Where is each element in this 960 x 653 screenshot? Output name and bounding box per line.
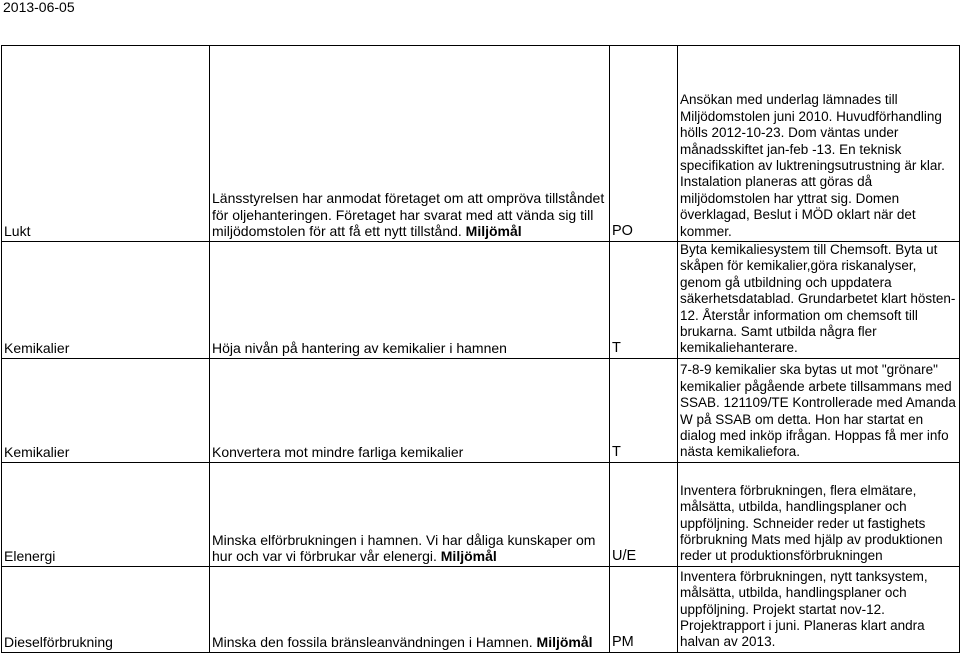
table-row [2,566,960,652]
table-row [2,242,960,359]
goal-tag: Miljömål [440,548,497,565]
document-date: 2013-06-05 [3,0,75,15]
area-cell: Kemikalier [2,358,210,462]
measure-cell: Höja nivån på hantering av kemikalier i hamnen [210,242,610,359]
comment-cell: Ansökan med underlag lämnades till Miljödomstolen juni 2010. Huvudförhandling hölls 2012-10-23. Dom väntas under månadsskiftet jan-feb -13. En teknisk specifikation av luktreningsutrustning är klar. Instalation planeras att göras då miljödomstolen har yttrat sig. Domen överklagad, Beslut i MÖD oklart när det kommer. [678,46,960,242]
comment-cell: 7-8-9 kemikalier ska bytas ut mot "grönare" kemikalier pågående arbete tillsammans med SSAB. 121109/TE Kontrollerade med Amanda W på SSAB om detta. Hon har startat en dialog med inköp ifrågan. Hoppas få mer info nästa kemikaliefora. [678,358,960,462]
goal-tag: Miljömål [536,634,593,651]
area-cell: Dieselförbrukning [2,566,210,652]
measure-cell: Minska den fossila bränsleanvändningen i Hamnen. Miljömål [210,566,610,652]
area-cell: Elenergi [2,462,210,566]
table-row [2,462,960,566]
environment-actions-table [1,45,960,653]
goal-tag: Miljömål [465,223,522,240]
status-cell: T [610,242,678,359]
comment-cell: Inventera förbrukningen, flera elmätare, målsätta, utbilda, handlingsplaner och uppföljning. Schneider reder ut fastighets förbrukning Mats med hjälp av produktionen reder ut produktionsförbrukningen [678,462,960,566]
table-row [2,358,960,462]
status-cell: PM [610,566,678,652]
status-cell: T [610,358,678,462]
status-cell: U/E [610,462,678,566]
measure-cell: Länsstyrelsen har anmodat företaget om att ompröva tillståndet för oljehanteringen. Företaget har svarat med att vända sig till miljödomstolen för att få ett nytt tillstånd. Miljömål [210,46,610,242]
measure-cell: Konvertera mot mindre farliga kemikalier [210,358,610,462]
measure-cell: Minska elförbrukningen i hamnen. Vi har dåliga kunskaper om hur och var vi förbrukar vår elenergi. Miljömål [210,462,610,566]
area-cell: Lukt [2,46,210,242]
status-cell: PO [610,46,678,242]
comment-cell: Inventera förbrukningen, nytt tanksystem, målsätta, utbilda, handlingsplaner och uppföljning. Projekt startat nov-12. Projektrapport i juni. Planeras klart andra halvan av 2013. [678,566,960,652]
table-row [2,46,960,242]
area-cell: Kemikalier [2,242,210,359]
comment-cell: Byta kemikaliesystem till Chemsoft. Byta ut skåpen för kemikalier,göra riskanalyser, genom gå utbildning och uppdatera säkerhetsdatablad. Grundarbetet klart hösten-12. Återstår information om chemsoft till brukarna. Samt utbilda några fler kemikaliehanterare. [678,242,960,359]
